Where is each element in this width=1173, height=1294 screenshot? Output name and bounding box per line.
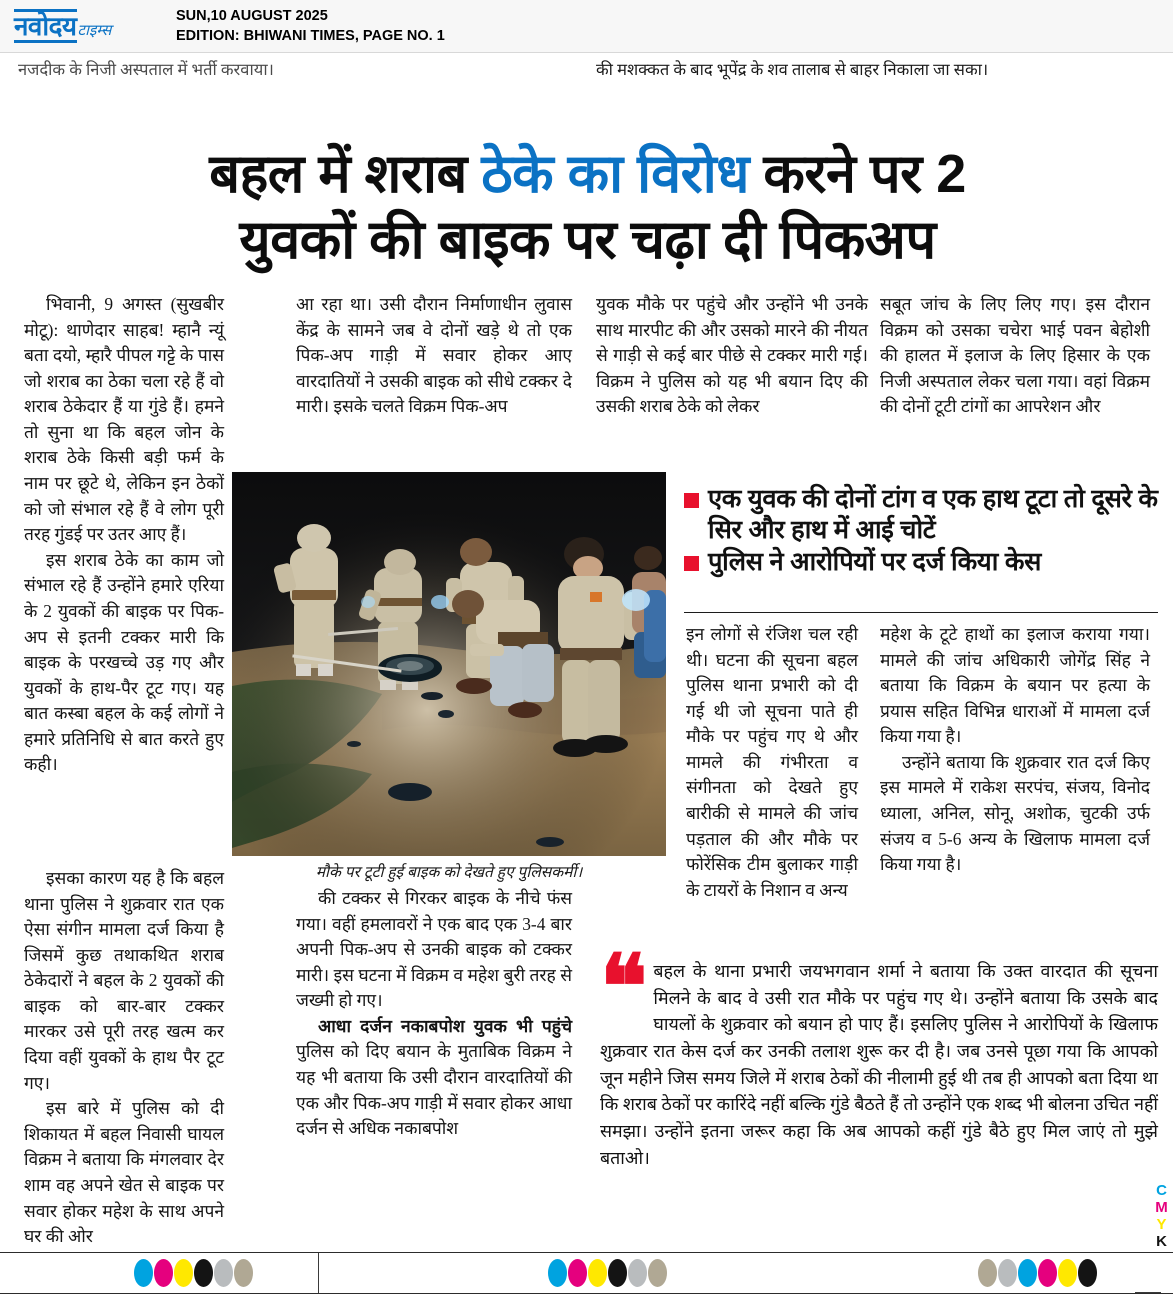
cmyk-print-label xyxy=(1154,1182,1169,1250)
paragraph: की टक्कर से गिरकर बाइक के नीचे फंस गया। वहीं हमलावरों ने एक बाद एक 3-4 बार अपनी पिक-अप से उनकी बाइक को टक्कर मारी। इस घटना में विक्रम व महेश बुरी तरह से जख्मी हो गए। xyxy=(296,888,572,1011)
paragraph-with-runin-head xyxy=(296,1014,572,1142)
crime-scene-photo xyxy=(232,472,666,856)
photo-illustration xyxy=(232,472,666,856)
subheadline-group xyxy=(684,484,1158,579)
pull-quote-block xyxy=(600,940,1158,1172)
registration-dot-group xyxy=(978,1259,1098,1287)
subheadline-text: पुलिस ने आरोपियों पर दर्ज किया केस xyxy=(708,548,1042,577)
article-column-4-upper xyxy=(880,292,1150,420)
article-column-2-upper xyxy=(296,292,572,420)
reg-dot-yellow xyxy=(174,1259,193,1287)
registration-dot-group xyxy=(134,1259,254,1287)
reg-dot-magenta xyxy=(568,1259,587,1287)
torch-light xyxy=(431,595,449,609)
reg-dot-black xyxy=(1078,1259,1097,1287)
edition-info xyxy=(176,6,445,46)
logo-primary-text: नवोदय xyxy=(14,11,77,41)
carryover-text-right: की मशक्कत के बाद भूपेंद्र के शव तालाब से बाहर निकाला जा सका। xyxy=(596,60,989,79)
registration-tick-mark xyxy=(318,1253,319,1293)
reg-dot-cyan xyxy=(134,1259,153,1287)
paragraph: युवक मौके पर पहुंचे और उन्होंने भी उनके साथ मारपीट की और उसको मारने की नीयत से गाड़ी से कई बार पीछे से टक्कर मारी गई। विक्रम ने पुलिस को यह भी बयान दिए की उसकी शराब ठेके को लेकर xyxy=(596,294,868,417)
reg-dot-grey xyxy=(214,1259,233,1287)
cmyk-letter-k: K xyxy=(1153,1233,1170,1250)
reg-dot-cyan xyxy=(1018,1259,1037,1287)
reg-dot-magenta xyxy=(1038,1259,1057,1287)
reg-dot-magenta xyxy=(154,1259,173,1287)
article-column-2-lower xyxy=(296,886,572,1142)
edition-and-page: EDITION: BHIWANI TIMES, PAGE NO. 1 xyxy=(176,28,445,44)
paragraph: सबूत जांच के लिए लिए गए। इस दौरान विक्रम को उसका चचेरा भाई पवन बेहोशी की हालत में इलाज के लिए हिसार के एक निजी अस्पताल लेकर चला गया। वहां विक्रम की दोनों टूटी टांगों का आपरेशन और xyxy=(880,294,1150,417)
paragraph: इसका कारण यह है कि बहल थाना पुलिस ने शुक्रवार रात एक ऐसा संगीन मामला दर्ज किया है जिसमें कुछ तथाकथित शराब ठेकेदारों ने बहल के 2 युवकों की बाइक को बार-बार टक्कर मारकर उसे पूरी तरह खत्म कर दिया वहीं युवकों के हाथ पैर टूट गए। xyxy=(24,868,224,1093)
paragraph-text: पुलिस को दिए बयान के मुताबिक विक्रम ने यह भी बताया कि उसी दौरान वारदातियों की एक और पिक-अप गाड़ी में सवार होकर आधा दर्जन से अधिक नकाबपोश xyxy=(296,1041,572,1139)
publication-date: SUN,10 AUGUST 2025 xyxy=(176,8,328,24)
headline-part-2: करने पर 2 xyxy=(748,144,966,205)
paragraph: इस बारे में पुलिस को दी शिकायत में बहल निवासी घायल विक्रम ने बताया कि मंगलवार देर शाम वह अपने खेत से बाइक पर सवार होकर महेश के साथ अपने घर की ओर xyxy=(24,1098,224,1247)
debris xyxy=(421,692,443,700)
reg-dot-grey xyxy=(628,1259,647,1287)
debris xyxy=(347,741,361,747)
reg-dot-cyan xyxy=(548,1259,567,1287)
pull-quote-text: बहल के थाना प्रभारी जयभगवान शर्मा ने बताया कि उक्त वारदात की सूचना मिलने के बाद वे उसी रात मौके पर पहुंच गए थे। उन्होंने बताया कि उसके बाद घायलों के शुक्रवार को बयान हो पाए हैं। इसलिए पुलिस ने आरोपियों के खिलाफ शुक्रवार रात केस दर्ज कर उनकी तलाश शुरू कर दी है। जब उनसे पूछा गया कि आपको जून महीने जिस समय जिले में शराब ठेकों की नीलामी हुई थी तब ही आपको बता दिया था कि शराब ठेकों पर कारिंदे नहीं बल्कि गुंडे बैठते हैं तो उन्होंने एक शब्द भी बोलना उचित नहीं समझा। उन्होंने इतना जरूर कहा कि अब आपको कहीं गुंडे बैठे हुए मिल जाएं तो मुझे बताओ। xyxy=(600,961,1158,1168)
paragraph: उन्होंने बताया कि शुक्रवार रात दर्ज किए इस मामले में राकेश सरपंच, संजय, विनोद ध्याला, अनिल, सोनू, अशोक, चुटकी उर्फ संजय व 5-6 अन्य के खिलाफ मामला दर्ज किया गया है। xyxy=(880,751,1150,875)
subheadline-item xyxy=(684,484,1158,546)
subheadline-text: एक युवक की दोनों टांग व एक हाथ टूटा तो दूसरे के सिर और हाथ में आई चोटें xyxy=(708,485,1158,545)
headline-accent-phrase: ठेके का विरोध xyxy=(481,144,749,205)
article-column-3-lower xyxy=(686,622,858,903)
registration-dot-group xyxy=(548,1259,668,1287)
red-square-bullet-icon xyxy=(684,556,699,571)
reg-dot-warm-grey xyxy=(978,1259,997,1287)
logo-secondary-text: टाइम्स xyxy=(77,23,112,39)
article-column-1-upper xyxy=(24,292,224,778)
reg-dot-grey xyxy=(998,1259,1017,1287)
paragraph: भिवानी, 9 अगस्त (सुखबीर मोटू): थाणेदार साहब! म्हानै न्यूं बता दयो, म्हारै पीपल गट्टे के पास जो शराब का ठेका चला रहे हैं वो शराब ठेकेदार हैं या गुंडे हैं। हमने तो सुना था कि बहल जोन के शराब ठेके किसी बड़ी फर्म के नाम पर छूटे थे, लेकिन इन ठेकों को जो संभाल रहे हैं वे लोग पूरी तरह गुंडई पर उतर आए हैं। xyxy=(24,294,224,545)
subheadline-item xyxy=(684,547,1158,578)
article-column-1-lower xyxy=(24,866,224,1250)
headline-line-2: युवकों की बाइक पर चढ़ा दी पिकअप xyxy=(239,210,936,271)
reg-dot-black xyxy=(194,1259,213,1287)
reg-dot-black xyxy=(608,1259,627,1287)
paragraph: महेश के टूटे हाथों का इलाज कराया गया। मामले की जांच अधिकारी जोगेंद्र सिंह ने बताया कि विक्रम के बयान पर हत्या के प्रयास सहित विभिन्न धाराओं में मामला दर्ज किया गया है। xyxy=(880,624,1150,747)
headline-part-1: बहल में शराब xyxy=(209,144,482,205)
torch-light xyxy=(361,596,375,608)
reg-dot-yellow xyxy=(588,1259,607,1287)
article-column-4-lower xyxy=(880,622,1150,878)
carryover-text-left: नजदीक के निजी अस्पताल में भर्ती करवाया। xyxy=(18,60,274,79)
debris xyxy=(536,837,564,847)
page-headline xyxy=(30,142,1145,274)
reg-dot-warm-grey xyxy=(648,1259,667,1287)
newspaper-logo xyxy=(14,9,154,43)
article-column-3-upper xyxy=(596,292,868,420)
reg-dot-warm-grey xyxy=(234,1259,253,1287)
horizontal-divider xyxy=(684,612,1158,613)
paragraph: इन लोगों से रंजिश चल रही थी। घटना की सूचना बहल पुलिस थाना प्रभारी को दी गई थी जो सूचना पाते ही मौके पर पहुंच गए थे और मामले की गंभीरता व संगीनता को देखते हुए बारीकी से मामले की जांच पड़ताल की और मौके पर फोरेंसिक टीम बुलाकर गाड़ी के टायरों के निशान व अन्य xyxy=(686,624,858,900)
quotation-mark-icon: ❝ xyxy=(600,940,644,1037)
paragraph: आ रहा था। उसी दौरान निर्माणाधीन लुवास केंद्र के सामने जब वे दोनों खड़े थे तो एक पिक-अप गाड़ी में सवार होकर आए वारदातियों ने उसकी बाइक को सीधे टक्कर दे मारी। इसके चलते विक्रम पिक-अप xyxy=(296,294,572,417)
cmyk-letter-y: Y xyxy=(1153,1216,1170,1233)
registration-tick-mark xyxy=(1135,1292,1161,1293)
masthead-bar xyxy=(0,0,1173,53)
cmyk-letter-m: M xyxy=(1153,1199,1170,1216)
debris xyxy=(438,710,454,718)
paragraph: इस शराब ठेके का काम जो संभाल रहे हैं उन्होंने हमारे एरिया के 2 युवकों की बाइक पर पिक-अप से इतनी टक्कर मारी कि बाइक के परखच्चे उड़ गए और युवकों के हाथ-पैर टूट गए। यह बात कस्बा बहल के कई लोगों ने हमारे प्रतिनिधि से बात करते हुए कही। xyxy=(24,549,224,775)
runin-subheading: आधा दर्जन नकाबपोश युवक भी पहुंचे xyxy=(318,1015,572,1036)
red-square-bullet-icon xyxy=(684,493,699,508)
debris xyxy=(388,783,432,801)
photo-caption: मौके पर टूटी हुई बाइक को देखते हुए पुलिसकर्मी। xyxy=(315,864,583,881)
reg-dot-yellow xyxy=(1058,1259,1077,1287)
torch-light xyxy=(622,589,650,611)
print-registration-bar xyxy=(0,1252,1173,1294)
cmyk-letter-c: C xyxy=(1153,1182,1170,1199)
